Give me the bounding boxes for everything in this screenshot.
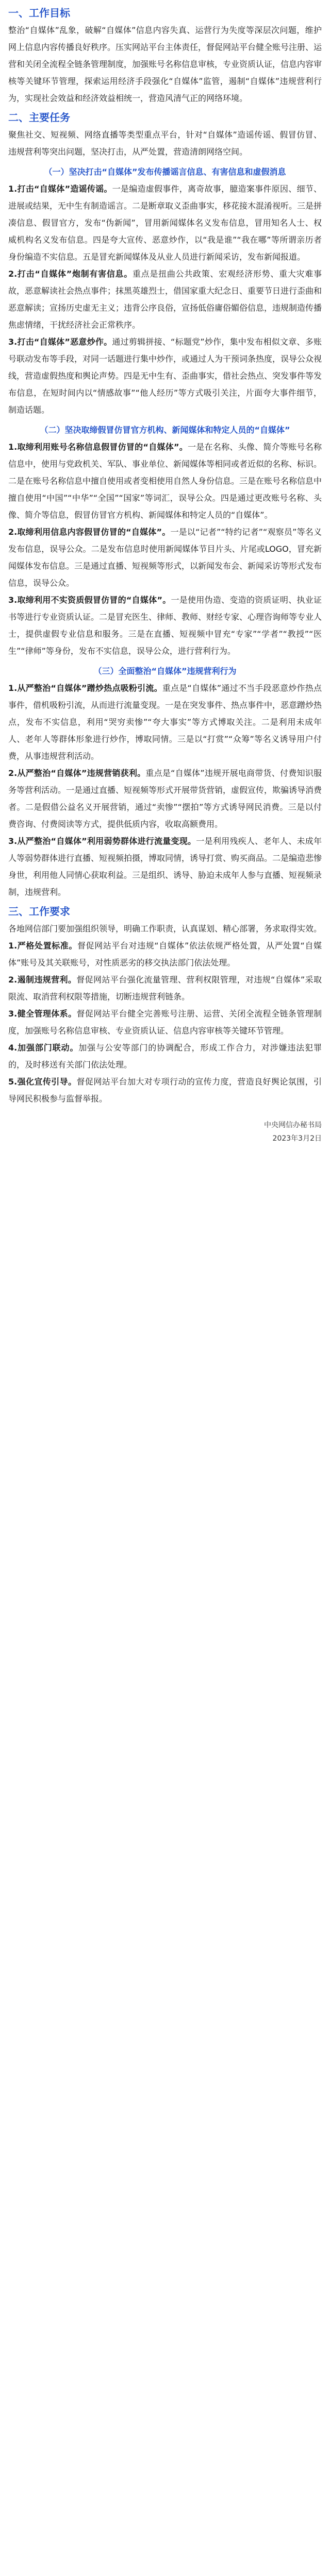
item-text: 督促网站平台对违规“自媒体”依法依规严格处置，从严处置“自媒体”账号及其关联账号，对性质恶劣的移交执法部门依法处理。 [8,941,322,968]
item-text: 一是编造虚假事件，离奇故事，臆造案事件原因、细节、进展或结果，无中生有制造谣言。二是断章取义歪曲事实，移花接木混淆视听。三是拼凑信息、假冒官方，发布“伪新闻”，冒用新闻媒体名义发布信息，冒用知名人士、权威机构名义发布信息。四是夸大宣传、恶意炒作，以“我是谁”“我在哪”等所谓亲历者身份编造不实信息。五是冒充新闻媒体及从业人员进行新闻采访，发布新闻报道。 [8,184,322,262]
item-lead: 2.遏制违规营利。 [8,975,77,985]
section-2-intro: 聚焦社交、短视频、网络直播等类型重点平台，针对“自媒体”造谣传谣、假冒仿冒、违规营利等突出问题，坚决打击，从严处置，营造清朗网络空间。 [8,130,322,157]
item-lead: 2.打击“自媒体”炮制有害信息。 [8,269,133,279]
section-3-item [8,1073,322,1107]
item-text: 一是利用残疾人、老年人、未成年人等弱势群体进行直播、短视频拍摄，博取同情，诱导打赏、购买商品。二是编造悲惨身世，利用他人同情心获取利益。三是组织、诱导、胁迫未成年人参与直播、短视频录制，违规营利。 [8,836,322,897]
item-lead: 3.打击“自媒体”恶意炒作。 [8,337,112,347]
subsection-2-item [8,591,322,659]
issuing-organization: 中央网信办秘书局 [264,1121,322,1129]
item-text: 一是在名称、头像、简介等账号名称信息中，使用与党政机关、军队、事业单位、新闻媒体等相同或者近似的名称、标识。二是在账号名称信息中擅自使用或者变相使用自然人身份信息。三是在账号名称信息中擅自使用“中国”“中华”“全国”“国家”等词汇，误导公众。四是通过更改账号名称、头像、简介等信息，假冒仿冒官方机构、新闻媒体和特定人员的“自媒体”。 [8,442,322,520]
section-3-title: 三、工作要求 [8,905,70,918]
subsection-1-heading: （一）坚决打击“自媒体”发布传播谣言信息、有害信息和虚假消息 [44,167,286,177]
subsection-2-heading: （二）坚决取缔假冒仿冒官方机构、新闻媒体和特定人员的“自媒体” [40,425,290,435]
item-text: 督促网站平台健全完善账号注册、运营、关闭全流程全链条管理制度，加强账号名称信息审核、专业资质认证、信息内容审核等关键环节管理。 [8,1009,322,1036]
item-lead: 2.取缔利用信息内容假冒仿冒的“自媒体”。 [8,527,171,537]
item-lead: 3.从严整治“自媒体”利用弱势群体进行流量变现。 [8,836,196,846]
subsection-2-item [8,523,322,591]
subsection-1-item [8,180,322,265]
item-lead: 1.严格处置标准。 [8,941,77,951]
subsection-2-item [8,438,322,523]
item-text: 重点是“自媒体”通过不当手段恶意炒作热点事件，借机吸粉引流，从而进行流量变现。一是在突发事件、热点事件中，恶意蹭炒热点，发布不实信息，利用“哭穷卖惨”“夸大事实”等方式博取关注。二是利用未成年人、老年人等群体形象进行炒作，博取同情。三是以“打赏”“众筹”等名义诱导用户付费，从事违规营利活动。 [8,683,322,761]
section-3-intro: 各地网信部门要加强组织领导，明确工作职责，认真谋划、精心部署，务求取得实效。 [8,924,322,934]
item-lead: 4.加强部门联动。 [8,1043,79,1053]
item-text: 督促网站平台强化流量管理、营利权限管理，对违规“自媒体”采取限流、取消营利权限等措施，切断违规营利链条。 [8,975,322,1002]
item-text: 重点是“自媒体”违规开展电商带货、付费知识服务等营利活动。一是通过直播、短视频等形式开展带货营销，虚假宣传，欺骗诱导消费者。二是假借公益名义开展营销，通过“卖惨”“摆拍”等方式诱导网民消费。三是以付费咨询、付费阅读等方式，提供低质内容，收取高额费用。 [8,768,322,829]
item-text: 一是使用伪造、变造的资质证明、执业证书等进行专业资质认证。二是冒充医生、律师、教师、财经专家、心理咨询师等专业人士，提供虚假专业信息和服务。三是在直播、短视频中冒充“专家”“学者”“教授”“医生”“律师”等身份，发布不实信息，误导公众，进行营利行为。 [8,595,322,656]
item-lead: 2.从严整治“自媒体”违规营销获利。 [8,768,146,778]
item-lead: 3.健全管理体系。 [8,1009,77,1019]
section-3-item [8,1005,322,1039]
item-text: 重点是扭曲公共政策、宏观经济形势、重大灾难事故，恶意解读社会热点事件；抹黑英雄烈士，借国家重大纪念日、重要节日进行歪曲和恶意解读；宣扬历史虚无主义；违背公序良俗，宣扬低俗庸俗媚俗信息，违规制造传播焦虑情绪，干扰经济社会正常秩序。 [8,269,322,330]
section-3-item [8,971,322,1005]
document-footer [8,1118,322,1145]
section-2-title: 二、主要任务 [8,111,70,124]
item-text: 督促网站平台加大对专项行动的宣传力度，营造良好舆论氛围，引导网民积极参与监督举报。 [8,1077,322,1104]
section-1-body: 整治“自媒体”乱象，破解“自媒体”信息内容失真、运营行为失度等深层次问题，维护网上信息内容传播良好秩序。压实网站平台主体责任，督促网站平台健全账号注册、运营和关闭全流程全链条管理制度，加强账号名称信息审核，专业资质认证，信息内容审核等关键环节管理，探索运用经济手段强化“自媒体”监管，遏制“自媒体”违规营利行为，实现社会效益和经济效益相统一，营造风清气正的网络环境。 [8,25,322,103]
item-text: 加强与公安等部门的协调配合，形成工作合力，对涉嫌违法犯罪的，及时移送有关部门依法处理。 [8,1043,322,1070]
section-1-title: 一、工作目标 [8,7,70,19]
section-3-item [8,1039,322,1073]
item-lead: 1.打击“自媒体”造谣传谣。 [8,184,112,194]
subsection-3-heading: （三）全面整治“自媒体”违规营利行为 [93,666,237,676]
item-text: 通过剪辑拼接、“标题党”炒作，集中发布相似文章、多账号联动发布等手段，对同一话题进行集中炒作，或通过人为干预词条热度，误导公众视线，营造虚假热度和舆论声势。四是无中生有、歪曲事实，借社会热点、突发事件等发布信息，在短时间内以“情感故事”“他人经历”等方式吸引关注，片面夸大事件细节，制造话题。 [8,337,322,415]
section-3-item [8,937,322,971]
item-lead: 5.强化宣传引导。 [8,1077,77,1087]
item-lead: 1.取缔利用账号名称信息假冒仿冒的“自媒体”。 [8,442,188,452]
item-lead: 1.从严整治“自媒体”蹭炒热点吸粉引流。 [8,683,162,693]
item-text: 一是以“记者”“特约记者”“观察员”等名义发布信息，误导公众。二是发布信息时使用新闻媒体节目片头、片尾或LOGO，冒充新闻媒体发布信息。三是通过直播、短视频等形式，以新闻发布会、新闻采访等形式发布信息，误导公众。 [8,527,322,588]
subsection-3-item [8,680,322,765]
subsection-3-item [8,765,322,833]
subsection-1-item [8,333,322,418]
item-lead: 3.取缔利用不实资质假冒仿冒的“自媒体”。 [8,595,171,605]
subsection-3-item [8,833,322,901]
subsection-1-item [8,265,322,333]
issue-date: 2023年3月2日 [272,1134,322,1143]
